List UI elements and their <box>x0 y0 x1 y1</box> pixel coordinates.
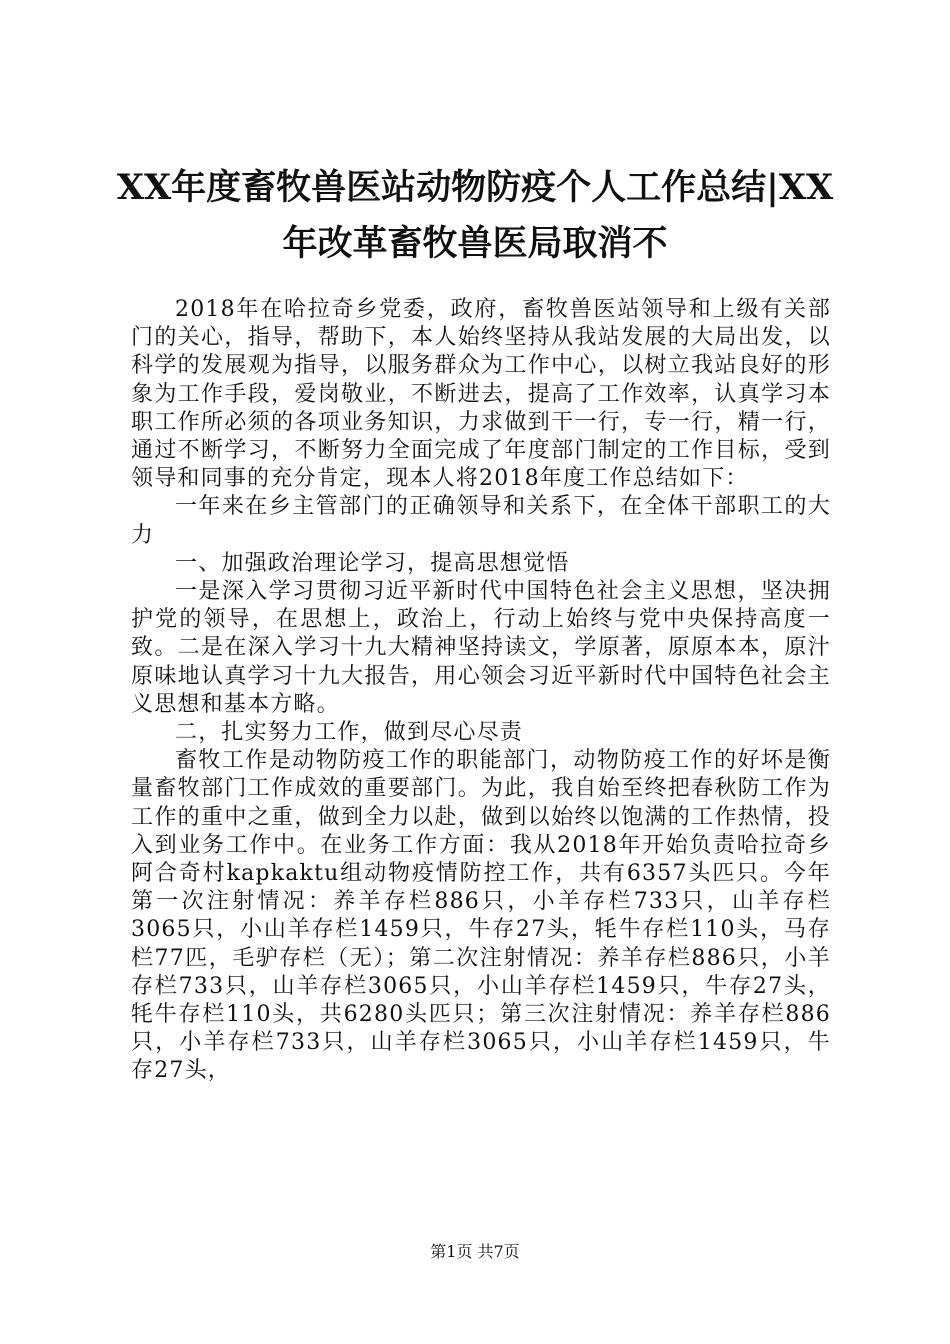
paragraph-work-details: 畜牧工作是动物防疫工作的职能部门，动物防疫工作的好坏是衡量畜牧部门工作成效的重要部门。为此，我自始至终把春秋防工作为工作的重中之重，做到全力以赴，做到以始终以饱满的工作热情，投入到业务工作中。在业务工作方面：我从2018年开始负责哈拉奇乡阿合奇村kapkaktu组动物疫情防控工作，共有6357头匹只。今年第一次注射情况：养羊存栏886只，小羊存栏733只，山羊存栏3065只，小山羊存栏1459只，牛存27头，牦牛存栏110头，马存栏77匹，毛驴存栏（无）；第二次注射情况：养羊存栏886只，小羊存栏733只，山羊存栏3065只，小山羊存栏1459只，牛存27头，牦牛存栏110头，共6280头匹只；第三次注射情况：养羊存栏886只，小羊存栏733只，山羊存栏3065只，小山羊存栏1459只，牛存27头， <box>131 748 831 1084</box>
title-line-2: 年改革畜牧兽医局取消不 <box>282 223 668 264</box>
title-line-1: XX年度畜牧兽医站动物防疫个人工作总结|XX <box>116 167 834 208</box>
page-footer: 第1页 共7页 <box>430 1242 520 1261</box>
section-heading-2: 二，扎实努力工作，做到尽心尽责 <box>175 720 524 746</box>
paragraph-intro: 2018年在哈拉奇乡党委，政府，畜牧兽医站领导和上级有关部门的关心，指导，帮助下，本人始终坚持从我站发展的大局出发，以科学的发展观为指导，以服务群众为工作中心，以树立我站良好的形象为工作手段，爱岗敬业，不断进去，提高了工作效率，认真学习本职工作所必须的各项业务知识，力求做到干一行，专一行，精一行，通过不断学习，不断努力全面完成了年度部门制定的工作目标，受到领导和同事的充分肯定，现本人将2018年度工作总结如下： <box>131 297 831 492</box>
document-title <box>110 160 840 272</box>
document-body <box>131 296 831 1086</box>
paragraph-political-study: 一是深入学习贯彻习近平新时代中国特色社会主义思想，坚决拥护党的领导，在思想上，政治上，行动上始终与党中央保持高度一致。二是在深入学习十九大精神坚持读文，学原著，原原本本，原汁原味地认真学习十九大报告，用心领会习近平新时代中国特色社会主义思想和基本方略。 <box>131 579 831 717</box>
section-heading-1: 一、加强政治理论学习，提高思想觉悟 <box>175 550 570 576</box>
paragraph-leadership: 一年来在乡主管部门的正确领导和关系下，在全体干部职工的大力 <box>131 494 831 548</box>
